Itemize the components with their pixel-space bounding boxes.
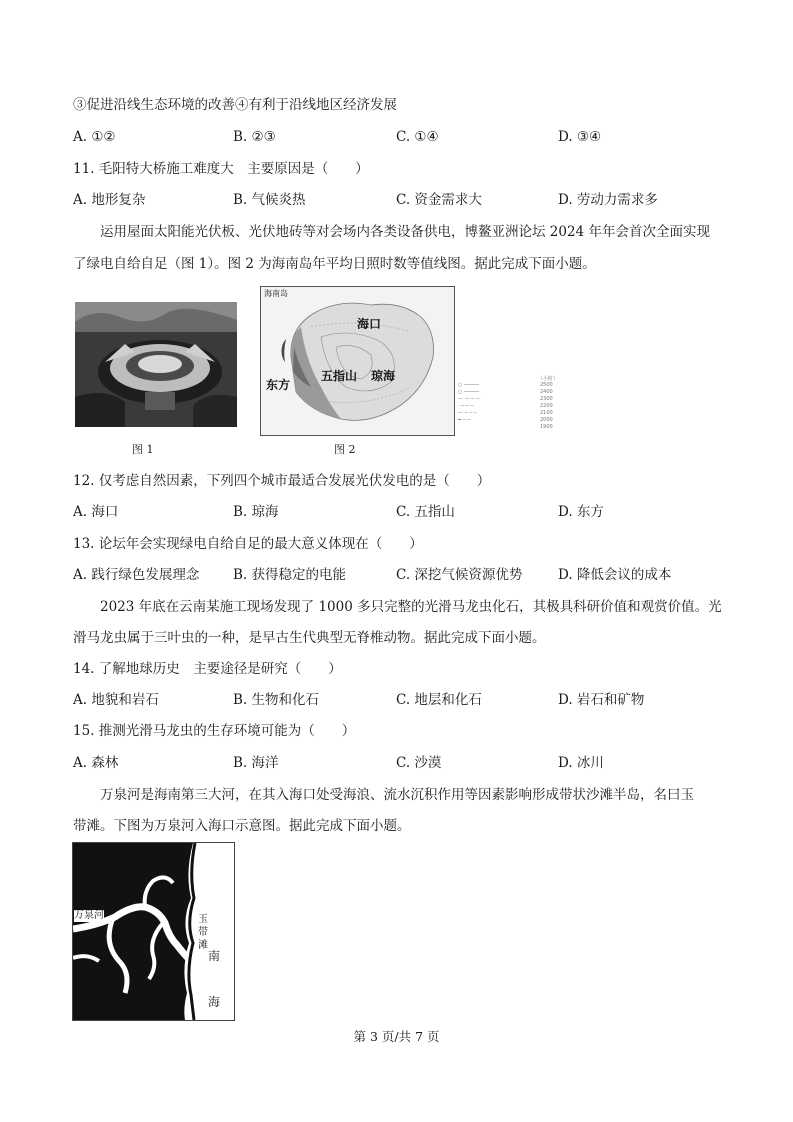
q12-option-d: D. 东方 <box>558 504 604 520</box>
q11-option-a: A. 地形复杂 <box>73 192 146 208</box>
legend-value: 2300 <box>540 396 553 402</box>
legend-value: 2000 <box>540 417 553 423</box>
fig2-caption: 图 2 <box>334 443 356 456</box>
q13-option-c: C. 深挖气候资源优势 <box>396 567 523 583</box>
q10-option-b: B. ②③ <box>233 129 276 145</box>
fig2-label-haikou: 海口 <box>357 317 382 331</box>
q13-option-a: A. 践行绿色发展理念 <box>73 567 200 583</box>
q13-option-b: B. 获得稳定的电能 <box>233 567 347 583</box>
legend-value: 2100 <box>540 410 553 416</box>
fig3-label-river: 万泉河 <box>74 910 104 921</box>
q10-option-d: D. ③④ <box>558 129 602 145</box>
passage2-line2: 滑马龙虫属于三叶虫的一种，是早古生代典型无脊椎动物。据此完成下面小题。 <box>73 630 546 646</box>
q14-option-a: A. 地貌和岩石 <box>73 692 159 708</box>
fig3-label-beach-char: 玉 <box>198 914 208 925</box>
page-footer: 第 3 页/共 7 页 <box>353 1029 440 1044</box>
fig2-hainan-map <box>260 286 455 436</box>
q14-stem: 14. 了解地球历史 主要途径是研究（ ） <box>73 661 342 677</box>
passage1-line2: 了绿电自给自足（图 1）。图 2 为海南岛年平均日照时数等值线图。据此完成下面小题。 <box>73 256 596 272</box>
fig1-caption: 图 1 <box>132 443 154 456</box>
fig3-label-sea-sea: 海 <box>208 995 221 1009</box>
q14-option-d: D. 岩石和矿物 <box>558 692 645 708</box>
q12-option-a: A. 海口 <box>73 504 119 520</box>
q12-option-b: B. 琼海 <box>233 504 279 520</box>
fig3-estuary-map <box>72 842 235 1021</box>
fig1-venue-photo <box>75 302 237 427</box>
passage3-line2: 带滩。下图为万泉河入海口示意图。据此完成下面小题。 <box>73 818 411 834</box>
q10-option-c: C. ①④ <box>396 129 439 145</box>
q11-option-d: D. 劳动力需求多 <box>558 192 658 208</box>
q15-option-a: A. 森林 <box>73 755 119 771</box>
fig3-label-sea-south: 南 <box>208 949 221 963</box>
q11-stem: 11. 毛阳特大桥施工难度大 主要原因是（ ） <box>73 161 369 177</box>
legend-value: 2400 <box>540 389 553 395</box>
fig2-label-qionghai: 琼海 <box>371 369 396 383</box>
q10-continuation: ③促进沿线生态环境的改善④有利于沿线地区经济发展 <box>73 97 397 113</box>
legend-value: 2500 <box>540 382 553 388</box>
fig2-map-title: 海南岛 <box>264 289 288 298</box>
legend-value: 2200 <box>540 403 553 409</box>
legend-value: 1900 <box>540 424 553 430</box>
q11-option-c: C. 资金需求大 <box>396 192 482 208</box>
q12-stem: 12. 仅考虑自然因素，下列四个城市最适合发展光伏发电的是（ ） <box>73 473 491 489</box>
legend-unit: （小时） <box>537 376 558 382</box>
passage2-line1: 2023 年底在云南某施工现场发现了 1000 多只完整的光滑马龙虫化石，其极具科研价值和观赏价值。光 <box>100 599 722 615</box>
passage3-line1: 万泉河是海南第三大河，在其入海口处受海浪、流水沉积作用等因素影响形成带状沙滩半岛，名曰玉 <box>100 787 694 803</box>
passage1-line1: 运用屋面太阳能光伏板、光伏地砖等对会场内各类设备供电，博鳌亚洲论坛 2024 年年会首次全面实现 <box>100 224 710 240</box>
fig2-label-wuzhishan: 五指山 <box>321 369 358 383</box>
q15-option-d: D. 冰川 <box>558 755 604 771</box>
q11-option-b: B. 气候炎热 <box>233 192 306 208</box>
q14-option-c: C. 地层和化石 <box>396 692 482 708</box>
q13-option-d: D. 降低会议的成本 <box>558 567 672 583</box>
q13-stem: 13. 论坛年会实现绿电自给自足的最大意义体现在（ ） <box>73 536 423 552</box>
q12-option-c: C. 五指山 <box>396 504 455 520</box>
q15-option-c: C. 沙漠 <box>396 755 442 771</box>
q14-option-b: B. 生物和化石 <box>233 692 320 708</box>
q15-option-b: B. 海洋 <box>233 755 279 771</box>
fig2-label-dongfang: 东方 <box>266 378 291 392</box>
fig3-label-beach-char: 带 <box>198 927 208 938</box>
q15-stem: 15. 推测光滑马龙虫的生存环境可能为（ ） <box>73 723 356 739</box>
q10-option-a: A. ①② <box>73 129 116 145</box>
fig2-legend: （小时） ○ ───── ○ ───── — — ─ — · ─ ─ ─ — ─ ─ ─ ━ ─ ─ 2500 2400 2300 2200 2100 2000 1900 <box>458 376 558 430</box>
fig3-label-beach-char: 滩 <box>198 940 208 951</box>
